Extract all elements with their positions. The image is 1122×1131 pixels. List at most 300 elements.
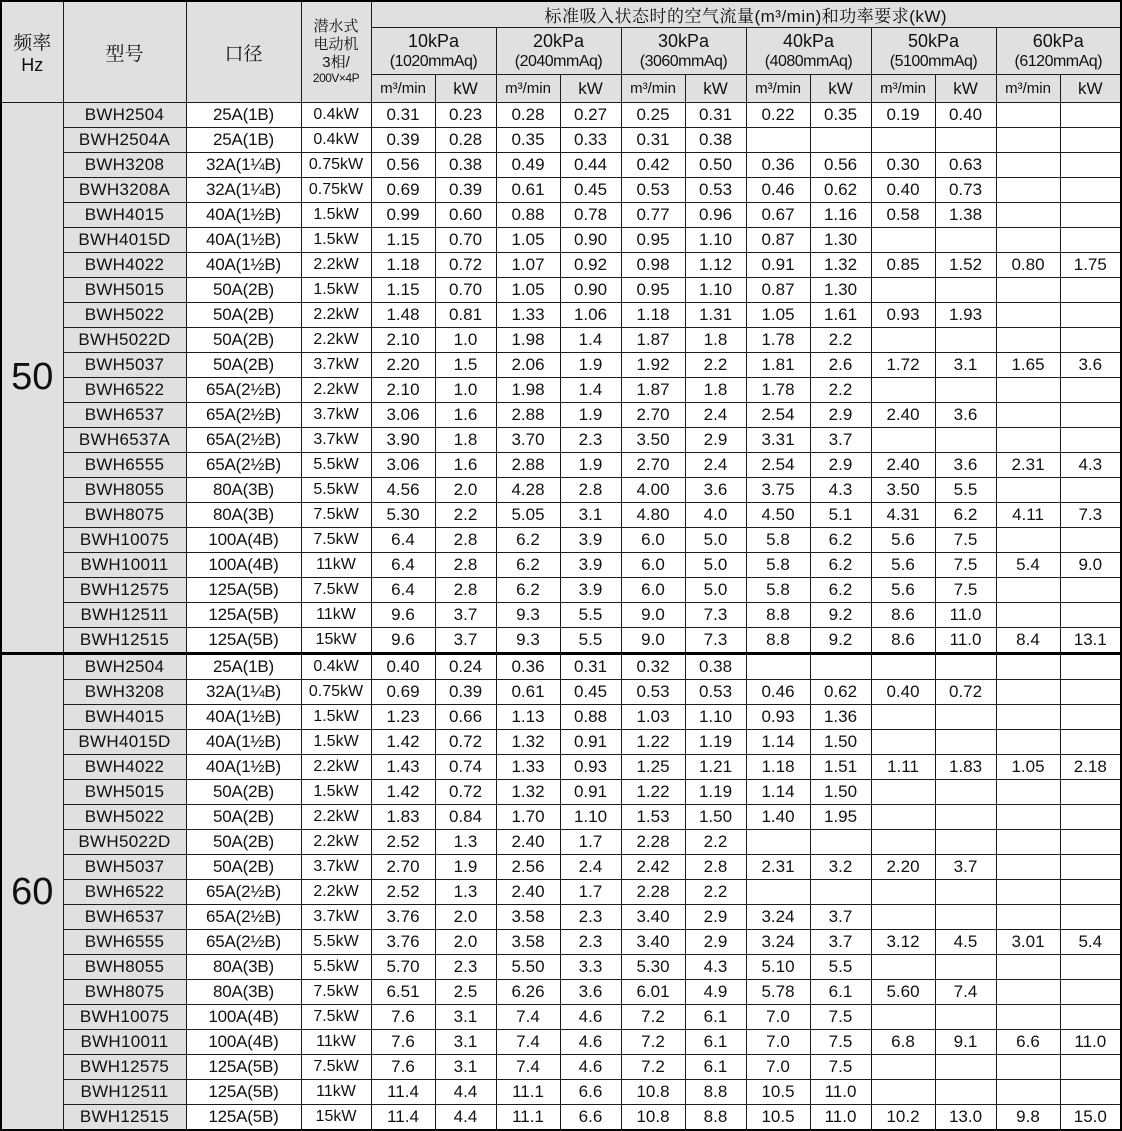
power-value-cell: 8.8 [685,1080,746,1105]
flow-value-cell: 5.30 [371,503,435,528]
power-value-cell: 0.24 [435,654,496,680]
flow-value-cell: 9.6 [371,603,435,628]
bore-cell: 50A(2B) [186,353,301,378]
table-row [1,553,1121,578]
model-cell: BWH10075 [63,528,186,553]
flow-value-cell: 8.4 [996,628,1060,654]
power-value-cell: 1.10 [685,705,746,730]
power-value-cell: 1.95 [810,805,871,830]
flow-value-cell: 6.51 [371,980,435,1005]
flow-value-cell [996,153,1060,178]
motor-cell: 3.7kW [301,353,371,378]
flow-value-cell: 6.8 [871,1030,935,1055]
power-value-cell: 1.06 [560,303,621,328]
flow-value-cell [996,730,1060,755]
power-value-cell: 3.1 [560,503,621,528]
power-value-cell: 0.66 [435,705,496,730]
bore-cell: 50A(2B) [186,278,301,303]
power-value-cell [1060,830,1121,855]
flow-value-cell [996,378,1060,403]
power-value-cell: 1.50 [810,780,871,805]
power-value-cell: 1.7 [560,880,621,905]
motor-cell: 2.2kW [301,303,371,328]
flow-value-cell: 2.52 [371,880,435,905]
power-value-cell [935,730,996,755]
flow-value-cell: 1.15 [371,278,435,303]
power-value-cell: 0.81 [435,303,496,328]
power-value-cell: 1.8 [685,328,746,353]
power-value-cell [935,830,996,855]
flow-value-cell: 2.40 [496,830,560,855]
motor-cell: 11kW [301,603,371,628]
header-motor-line3: 3相/ [322,53,350,71]
flow-value-cell [996,103,1060,128]
flow-value-cell: 9.0 [621,628,685,654]
flow-value-cell [996,654,1060,680]
flow-value-cell: 1.18 [621,303,685,328]
flow-value-cell: 5.30 [621,955,685,980]
power-value-cell: 11.0 [935,628,996,654]
model-cell: BWH8055 [63,955,186,980]
bore-cell: 50A(2B) [186,830,301,855]
model-cell: BWH6537 [63,905,186,930]
motor-cell: 2.2kW [301,880,371,905]
motor-cell: 7.5kW [301,503,371,528]
flow-value-cell: 2.10 [371,328,435,353]
power-value-cell: 0.33 [560,128,621,153]
power-value-cell [810,654,871,680]
power-value-cell: 3.6 [935,403,996,428]
power-value-cell: 6.1 [685,1005,746,1030]
flow-value-cell: 6.01 [621,980,685,1005]
bore-cell: 40A(1½B) [186,705,301,730]
flow-value-cell [996,428,1060,453]
flow-value-cell: 1.07 [496,253,560,278]
power-value-cell: 2.8 [685,855,746,880]
bore-cell: 32A(1¼B) [186,680,301,705]
flow-value-cell [996,830,1060,855]
power-value-cell: 1.19 [685,730,746,755]
bore-cell: 80A(3B) [186,980,301,1005]
flow-value-cell: 0.36 [496,654,560,680]
bore-cell: 65A(2½B) [186,428,301,453]
flow-value-cell: 7.2 [621,1055,685,1080]
flow-value-cell: 3.75 [746,478,810,503]
bore-cell: 40A(1½B) [186,228,301,253]
flow-value-cell: 1.98 [496,328,560,353]
flow-value-cell: 2.40 [871,403,935,428]
power-value-cell: 2.3 [560,930,621,955]
motor-cell: 2.2kW [301,805,371,830]
power-value-cell [935,955,996,980]
power-value-cell: 3.7 [935,855,996,880]
power-value-cell: 1.9 [560,453,621,478]
power-value-cell: 0.45 [560,680,621,705]
power-value-cell [935,378,996,403]
table-row [1,403,1121,428]
flow-value-cell: 3.01 [996,930,1060,955]
flow-value-cell: 1.42 [371,730,435,755]
power-value-cell: 2.8 [435,578,496,603]
power-value-cell: 1.5 [435,353,496,378]
table-row [1,1080,1121,1105]
power-value-cell: 6.6 [560,1105,621,1131]
flow-value-cell: 3.50 [871,478,935,503]
power-value-cell: 3.1 [935,353,996,378]
bore-cell: 125A(5B) [186,1080,301,1105]
flow-value-cell: 0.32 [621,654,685,680]
power-value-cell: 0.92 [560,253,621,278]
flow-value-cell: 1.22 [621,780,685,805]
flow-value-cell [996,1005,1060,1030]
flow-value-cell: 0.91 [746,253,810,278]
flow-value-cell: 10.8 [621,1080,685,1105]
power-value-cell [1060,905,1121,930]
flow-value-cell [996,128,1060,153]
motor-cell: 0.4kW [301,103,371,128]
flow-value-cell: 0.49 [496,153,560,178]
power-value-cell [935,780,996,805]
power-value-cell [935,705,996,730]
power-value-cell: 1.4 [560,328,621,353]
power-value-cell [1060,654,1121,680]
table-row [1,253,1121,278]
power-value-cell: 6.6 [560,1080,621,1105]
flow-value-cell: 1.78 [746,328,810,353]
flow-value-cell: 9.3 [496,603,560,628]
power-value-cell: 7.3 [685,628,746,654]
pressure-kpa-label: 10kPa [407,31,460,52]
flow-value-cell: 1.05 [746,303,810,328]
flow-value-cell: 4.00 [621,478,685,503]
unit-flow-header: m³/min [871,75,935,103]
power-value-cell: 0.39 [435,680,496,705]
power-value-cell: 5.0 [685,528,746,553]
model-cell: BWH6522 [63,378,186,403]
power-value-cell [1060,278,1121,303]
power-value-cell: 1.61 [810,303,871,328]
power-value-cell: 1.4 [560,378,621,403]
flow-value-cell: 3.40 [621,930,685,955]
flow-value-cell [871,730,935,755]
power-value-cell: 1.30 [810,278,871,303]
flow-value-cell: 0.87 [746,278,810,303]
model-cell: BWH10011 [63,1030,186,1055]
frequency-cell: 50 [1,103,63,654]
power-value-cell: 1.0 [435,378,496,403]
unit-power-header: kW [1060,75,1121,103]
flow-value-cell: 7.6 [371,1030,435,1055]
table-row [1,1005,1121,1030]
motor-cell: 7.5kW [301,578,371,603]
bore-cell: 100A(4B) [186,553,301,578]
model-cell: BWH4022 [63,253,186,278]
power-value-cell: 0.78 [560,203,621,228]
table-body [1,103,1121,1131]
flow-value-cell [871,905,935,930]
flow-value-cell: 4.31 [871,503,935,528]
power-value-cell: 0.72 [435,253,496,278]
power-value-cell: 1.10 [560,805,621,830]
header-flow-title: 标准吸入状态时的空气流量(m³/min)和功率要求(kW) [371,1,1121,28]
power-value-cell: 11.0 [810,1105,871,1131]
power-value-cell: 0.90 [560,228,621,253]
flow-value-cell [996,303,1060,328]
power-value-cell: 1.52 [935,253,996,278]
flow-value-cell: 5.8 [746,528,810,553]
flow-value-cell: 2.28 [621,880,685,905]
power-value-cell: 2.2 [685,830,746,855]
flow-value-cell: 1.23 [371,705,435,730]
flow-value-cell [996,705,1060,730]
bore-cell: 100A(4B) [186,1005,301,1030]
power-value-cell: 3.1 [435,1055,496,1080]
power-value-cell: 0.23 [435,103,496,128]
power-value-cell [1060,303,1121,328]
bore-cell: 40A(1½B) [186,755,301,780]
motor-cell: 3.7kW [301,403,371,428]
model-cell: BWH3208A [63,178,186,203]
motor-cell: 5.5kW [301,930,371,955]
pressure-mmaq-label: (1020mmAq) [389,53,478,70]
power-value-cell: 2.8 [560,478,621,503]
power-value-cell: 3.7 [810,930,871,955]
power-value-cell: 2.8 [435,553,496,578]
flow-value-cell: 5.8 [746,553,810,578]
bore-cell: 65A(2½B) [186,905,301,930]
power-value-cell: 0.90 [560,278,621,303]
flow-value-cell: 1.78 [746,378,810,403]
flow-value-cell: 0.39 [371,128,435,153]
flow-value-cell: 1.81 [746,353,810,378]
power-value-cell: 1.9 [560,353,621,378]
power-value-cell: 0.74 [435,755,496,780]
flow-value-cell: 0.61 [496,178,560,203]
power-value-cell: 0.44 [560,153,621,178]
power-value-cell [1060,680,1121,705]
table-row [1,278,1121,303]
power-value-cell: 2.3 [435,955,496,980]
power-value-cell: 1.36 [810,705,871,730]
flow-value-cell: 2.52 [371,830,435,855]
power-value-cell: 4.3 [810,478,871,503]
flow-value-cell: 1.33 [496,755,560,780]
power-value-cell: 7.5 [810,1030,871,1055]
power-value-cell: 6.1 [685,1055,746,1080]
flow-value-cell: 2.70 [621,453,685,478]
motor-cell: 2.2kW [301,830,371,855]
motor-cell: 11kW [301,1030,371,1055]
motor-cell: 0.75kW [301,680,371,705]
flow-value-cell: 5.8 [746,578,810,603]
power-value-cell: 0.96 [685,203,746,228]
power-value-cell: 0.27 [560,103,621,128]
power-value-cell: 3.2 [810,855,871,880]
model-cell: BWH5022 [63,805,186,830]
flow-value-cell: 0.61 [496,680,560,705]
flow-value-cell: 3.24 [746,905,810,930]
motor-cell: 3.7kW [301,905,371,930]
flow-value-cell: 1.05 [496,278,560,303]
motor-cell: 11kW [301,1080,371,1105]
flow-value-cell: 7.0 [746,1005,810,1030]
model-cell: BWH12511 [63,603,186,628]
motor-cell: 7.5kW [301,1055,371,1080]
unit-flow-header: m³/min [496,75,560,103]
power-value-cell: 2.6 [810,353,871,378]
power-value-cell: 0.88 [560,705,621,730]
flow-value-cell: 5.6 [871,528,935,553]
pressure-kpa-label: 20kPa [532,31,585,52]
table-row [1,955,1121,980]
flow-value-cell: 1.92 [621,353,685,378]
power-value-cell: 0.63 [935,153,996,178]
flow-value-cell: 1.40 [746,805,810,830]
flow-value-cell [871,128,935,153]
power-value-cell: 6.2 [810,553,871,578]
flow-value-cell: 10.8 [621,1105,685,1131]
flow-value-cell [746,654,810,680]
flow-value-cell: 0.28 [496,103,560,128]
power-value-cell: 9.2 [810,603,871,628]
flow-value-cell [871,830,935,855]
flow-value-cell: 1.48 [371,303,435,328]
table-row [1,805,1121,830]
power-value-cell: 4.5 [935,930,996,955]
model-cell: BWH12515 [63,1105,186,1131]
flow-value-cell: 3.58 [496,905,560,930]
power-value-cell: 3.1 [435,1030,496,1055]
motor-cell: 1.5kW [301,228,371,253]
power-value-cell [1060,855,1121,880]
flow-value-cell [996,278,1060,303]
flow-value-cell: 2.28 [621,830,685,855]
model-cell: BWH2504A [63,128,186,153]
power-value-cell: 2.0 [435,905,496,930]
power-value-cell [1060,980,1121,1005]
model-cell: BWH5015 [63,780,186,805]
power-value-cell [1060,103,1121,128]
motor-cell: 2.2kW [301,755,371,780]
header-pressure-40kpa [746,28,871,75]
power-value-cell: 4.4 [435,1080,496,1105]
model-cell: BWH8075 [63,503,186,528]
power-value-cell: 0.56 [810,153,871,178]
power-value-cell [1060,403,1121,428]
power-value-cell: 1.19 [685,780,746,805]
flow-value-cell: 0.42 [621,153,685,178]
flow-value-cell [746,128,810,153]
flow-value-cell [996,328,1060,353]
flow-value-cell: 6.0 [621,528,685,553]
flow-value-cell: 2.54 [746,453,810,478]
motor-cell: 7.5kW [301,1005,371,1030]
flow-value-cell: 1.32 [496,730,560,755]
flow-value-cell: 1.25 [621,755,685,780]
flow-value-cell: 0.25 [621,103,685,128]
power-value-cell: 7.5 [935,553,996,578]
flow-value-cell [996,528,1060,553]
power-value-cell: 0.91 [560,780,621,805]
power-value-cell: 0.93 [560,755,621,780]
unit-power-header: kW [685,75,746,103]
model-cell: BWH4015D [63,228,186,253]
flow-value-cell: 5.6 [871,553,935,578]
motor-cell: 15kW [301,1105,371,1131]
model-cell: BWH6555 [63,930,186,955]
flow-value-cell [996,403,1060,428]
flow-value-cell: 6.4 [371,528,435,553]
table-row [1,880,1121,905]
model-cell: BWH4022 [63,755,186,780]
power-value-cell: 2.4 [685,403,746,428]
power-value-cell: 1.9 [560,403,621,428]
flow-value-cell: 7.0 [746,1030,810,1055]
motor-cell: 1.5kW [301,705,371,730]
flow-value-cell [996,680,1060,705]
flow-value-cell: 0.69 [371,178,435,203]
power-value-cell: 0.84 [435,805,496,830]
power-value-cell: 0.31 [685,103,746,128]
flow-value-cell [871,880,935,905]
pressure-mmaq-label: (2040mmAq) [514,53,603,70]
bore-cell: 125A(5B) [186,603,301,628]
power-value-cell [935,654,996,680]
power-value-cell: 2.2 [435,503,496,528]
flow-value-cell: 1.33 [496,303,560,328]
power-value-cell: 11.0 [935,603,996,628]
flow-value-cell: 9.6 [371,628,435,654]
flow-value-cell: 2.20 [871,855,935,880]
flow-value-cell: 3.24 [746,930,810,955]
model-cell: BWH12511 [63,1080,186,1105]
flow-value-cell: 3.12 [871,930,935,955]
pressure-kpa-label: 40kPa [782,31,835,52]
pressure-mmaq-label: (3060mmAq) [639,53,728,70]
power-value-cell [1060,528,1121,553]
power-value-cell [1060,203,1121,228]
flow-value-cell: 2.40 [871,453,935,478]
table-row [1,905,1121,930]
bore-cell: 50A(2B) [186,780,301,805]
bore-cell: 40A(1½B) [186,730,301,755]
flow-value-cell [996,955,1060,980]
table-header [1,1,1121,103]
header-pressure-10kpa [371,28,496,75]
power-value-cell: 1.6 [435,453,496,478]
power-value-cell [935,905,996,930]
flow-value-cell: 1.11 [871,755,935,780]
pressure-mmaq-label: (4080mmAq) [764,53,853,70]
power-value-cell: 8.8 [685,1105,746,1131]
table-row [1,128,1121,153]
motor-cell: 2.2kW [301,253,371,278]
flow-value-cell: 0.40 [871,178,935,203]
flow-value-cell: 4.28 [496,478,560,503]
flow-value-cell: 1.53 [621,805,685,830]
motor-cell: 3.7kW [301,428,371,453]
bore-cell: 100A(4B) [186,1030,301,1055]
power-value-cell [935,228,996,253]
power-value-cell: 4.4 [435,1105,496,1131]
model-cell: BWH8075 [63,980,186,1005]
unit-flow-header: m³/min [371,75,435,103]
power-value-cell: 1.3 [435,880,496,905]
flow-value-cell [996,980,1060,1005]
unit-flow-header: m³/min [996,75,1060,103]
motor-cell: 1.5kW [301,780,371,805]
flow-value-cell: 6.2 [496,528,560,553]
